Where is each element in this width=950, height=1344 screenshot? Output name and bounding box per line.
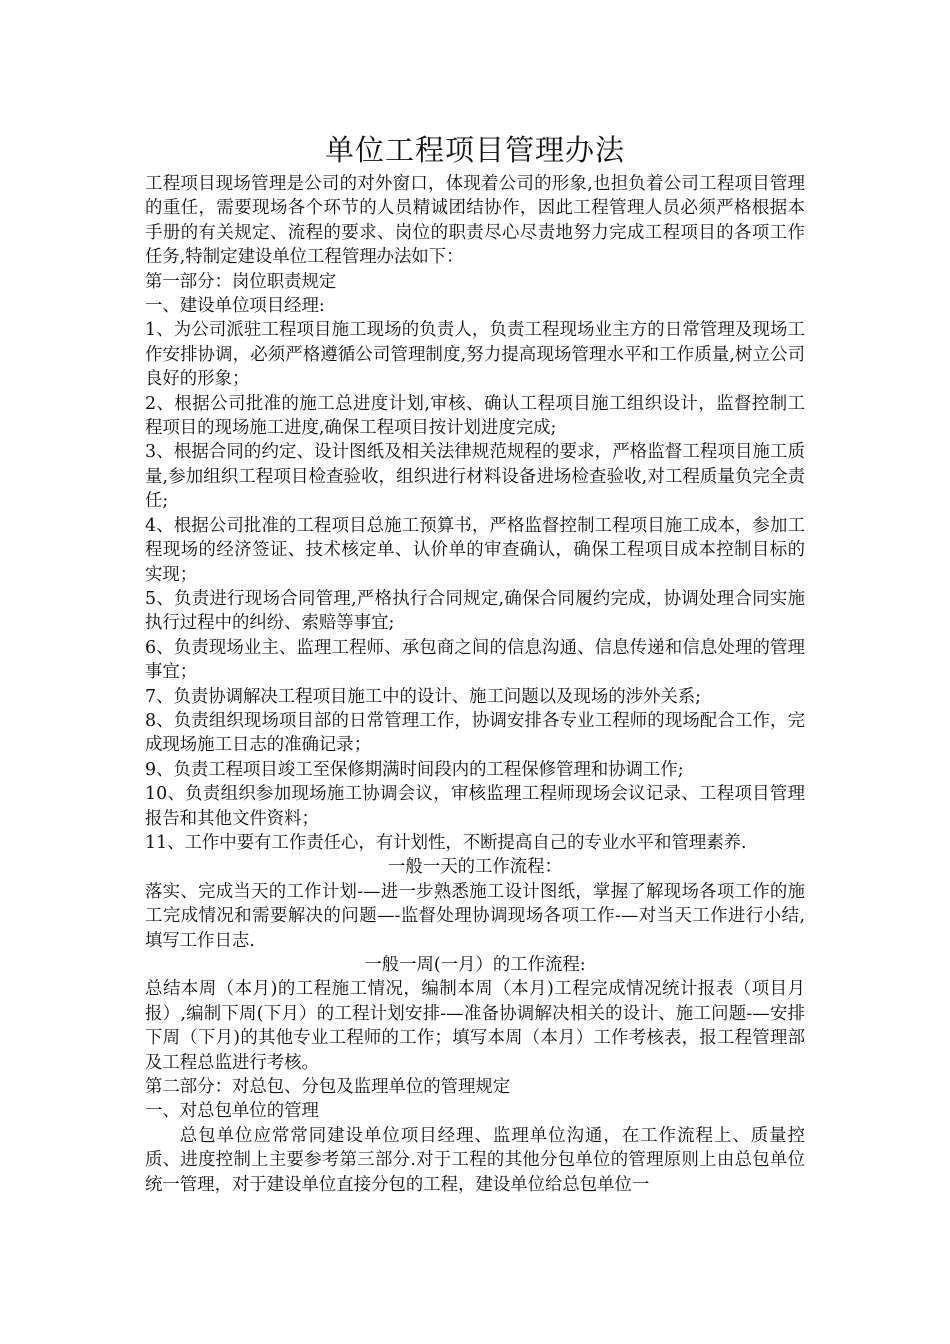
document-title: 单位工程项目管理办法 — [324, 133, 625, 167]
document-page — [145, 128, 805, 1197]
duty-item-6: 6、负责现场业主、监理工程师、承包商之间的信息沟通、信息传递和信息处理的管理事宜； — [145, 637, 805, 683]
part-two-heading: 第二部分：对总包、分包及监理单位的管理规定 — [145, 1077, 511, 1098]
duty-item-4: 4、根据公司批准的工程项目总施工预算书，严格监督控制工程项目施工成本，参加工程现场的经济签证、技术核定单、认价单的审查确认，确保工程项目成本控制目标的实现； — [145, 515, 805, 585]
part-one-heading: 第一部分：岗位职责规定 — [145, 271, 337, 292]
duty-item-3: 3、根据合同的约定、设计图纸及相关法律规范规程的要求，严格监督工程项目施工质量,参加组织工程项目检查验收，组织进行材料设备进场检查验收,对工程质量负完全责任; — [145, 442, 805, 512]
general-contractor-text: 总包单位应常常同建设单位项目经理、监理单位沟通，在工作流程上、质量控质、进度控制上主要参考第三部分.对于工程的其他分包单位的管理原则上由总包单位统一管理，对于建设单位直接分包的工程，建设单位给总包单位一 — [145, 1125, 805, 1195]
section-heading-project-manager: 一、建设单位项目经理: — [145, 296, 325, 317]
duty-item-11: 11、工作中要有工作责任心，有计划性，不断提高自己的专业水平和管理素养. — [145, 832, 747, 853]
duty-item-9: 9、负责工程项目竣工至保修期满时间段内的工程保修管理和协调工作; — [145, 759, 684, 780]
duty-item-1: 1、为公司派驻工程项目施工现场的负责人，负责工程现场业主方的日常管理及现场工作安排协调，必须严格遵循公司管理制度,努力提高现场管理水平和工作质量,树立公司良好的形象； — [145, 320, 805, 390]
weekly-workflow-heading: 一般一周(一月）的工作流程: — [364, 955, 586, 975]
intro-paragraph: 工程项目现场管理是公司的对外窗口，体现着公司的形象,也担负着公司工程项目管理的重任，需要现场各个环节的人员精诚团结协作，因此工程管理人员必须严格根据本手册的有关规定、流程的要求、岗位的职责尽心尽责地努力完成工程项目的各项工作任务,特制定建设单位工程管理办法如下： — [145, 174, 805, 268]
daily-workflow-text: 落实、完成当天的工作计划-—进一步熟悉施工设计图纸，掌握了解现场各项工作的施工完成情况和需要解决的问题—-监督处理协调现场各项工作-—对当天工作进行小结,填写工作日志. — [145, 881, 805, 951]
duty-item-7: 7、负责协调解决工程项目施工中的设计、施工问题以及现场的涉外关系; — [145, 686, 702, 707]
duty-item-5: 5、负责进行现场合同管理,严格执行合同规定,确保合同履约完成，协调处理合同实施执行过程中的纠纷、索赔等事宜; — [145, 588, 805, 634]
weekly-workflow-text: 总结本周（本月)的工程施工情况，编制本周（本月)工程完成情况统计报表（项目月报）,编制下周(下月）的工程计划安排-—准备协调解决相关的设计、施工问题-—安排下周（下月)的其他专业工程师的工作；填写本周（本月）工作考核表，报工程管理部及工程总监进行考核。 — [145, 979, 805, 1073]
section-heading-general-contractor: 一、对总包单位的管理 — [145, 1101, 319, 1122]
duty-item-2: 2、根据公司批准的施工总进度计划,审核、确认工程项目施工组织设计，监督控制工程项目的现场施工进度,确保工程项目按计划进度完成; — [145, 393, 805, 439]
daily-workflow-heading: 一般一天的工作流程： — [388, 857, 562, 878]
duty-item-8: 8、负责组织现场项目部的日常管理工作，协调安排各专业工程师的现场配合工作，完成现场施工日志的准确记录； — [145, 710, 805, 756]
duty-item-10: 10、负责组织参加现场施工协调会议，审核监理工程师现场会议记录、工程项目管理报告和其他文件资料； — [145, 784, 805, 829]
